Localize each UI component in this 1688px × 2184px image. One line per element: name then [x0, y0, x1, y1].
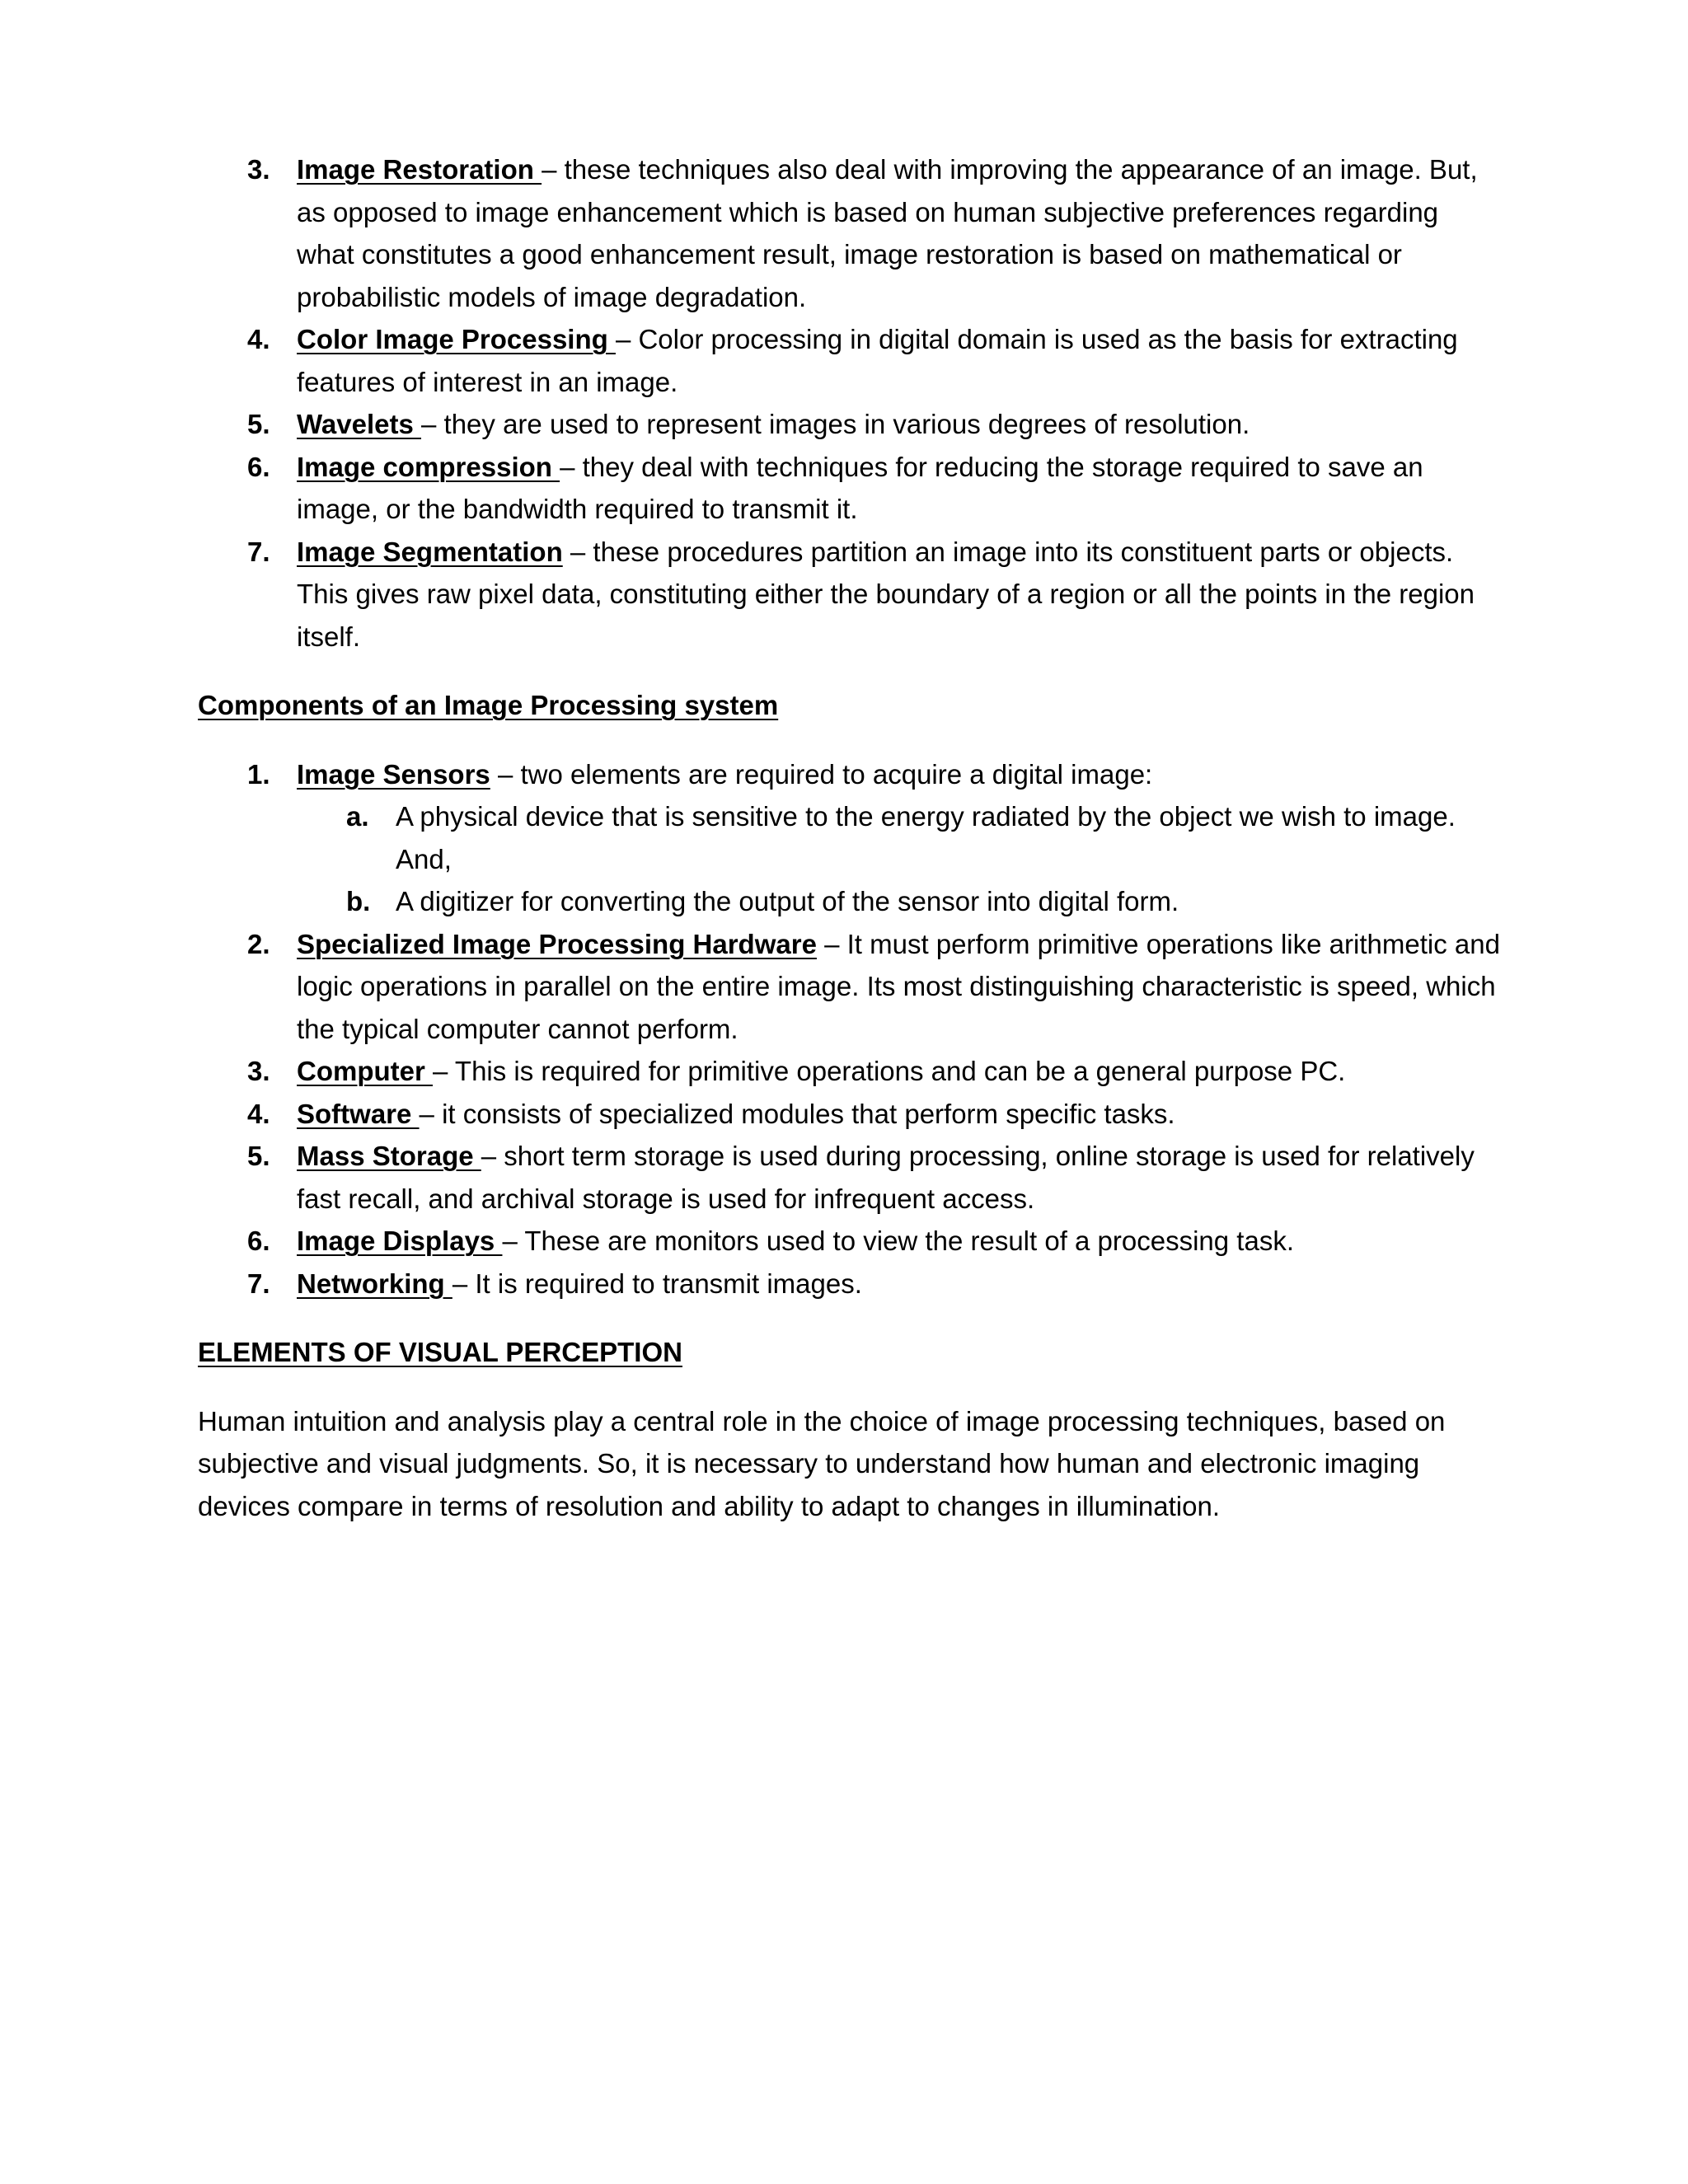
list-number: 3. [247, 154, 270, 185]
list-item-image-segmentation [198, 531, 1500, 658]
list-item-wavelets [198, 403, 1500, 446]
list-number: 7. [247, 536, 270, 567]
fundamental-steps-list [198, 148, 1500, 658]
sublist-item-physical-device [297, 795, 1500, 880]
page-content [198, 148, 1500, 1527]
term-image-segmentation: Image Segmentation [297, 536, 563, 567]
sublist-letter: a. [346, 801, 369, 832]
term-software: Software [297, 1098, 420, 1129]
list-item-color-image-processing [198, 318, 1500, 403]
term-specialized-hardware: Specialized Image Processing Hardware [297, 928, 817, 959]
list-number: 1. [247, 758, 270, 790]
term-networking: Networking [297, 1268, 452, 1299]
list-number: 6. [247, 1226, 270, 1256]
sublist-letter: b. [346, 886, 371, 916]
term-color-image-processing: Color Image Processing [297, 324, 616, 354]
term-computer: Computer [297, 1056, 433, 1086]
list-number: 5. [247, 409, 270, 439]
term-image-restoration: Image Restoration [297, 154, 542, 185]
list-item-specialized-hardware [198, 923, 1500, 1051]
sensor-sublist [297, 795, 1500, 923]
item-description: – It is required to transmit images. [452, 1268, 862, 1299]
sublist-item-digitizer [297, 880, 1500, 923]
list-item-image-sensors [198, 753, 1500, 923]
list-number: 4. [247, 324, 270, 354]
item-description: – it consists of specialized modules that perform specific tasks. [419, 1098, 1175, 1129]
list-item-image-restoration [198, 148, 1500, 318]
list-item-computer [198, 1050, 1500, 1093]
item-description: – these procedures partition an image into its constituent parts or objects. This gives raw pixel data, constituting either the boundary of a region or all the points in the region itself. [297, 536, 1475, 652]
list-item-image-displays [198, 1220, 1500, 1263]
list-number: 7. [247, 1268, 270, 1299]
list-item-mass-storage [198, 1135, 1500, 1220]
item-description: – they deal with techniques for reducing the storage required to save an image, or the bandwidth required to transmit it. [297, 451, 1423, 524]
term-image-displays: Image Displays [297, 1226, 503, 1256]
term-image-sensors: Image Sensors [297, 758, 490, 790]
item-description: – These are monitors used to view the result of a processing task. [502, 1226, 1294, 1256]
item-description: – these techniques also deal with improving the appearance of an image. But, as opposed to image enhancement which is based on human subjective preferences regarding what constitutes a good enhancement result, image restoration is based on mathematical or probabilistic models of image degradation. [297, 154, 1478, 312]
item-description: – two elements are required to acquire a digital image: [490, 758, 1153, 790]
list-number: 6. [247, 451, 270, 482]
list-item-software [198, 1093, 1500, 1136]
term-mass-storage: Mass Storage [297, 1141, 481, 1171]
section-heading-visual-perception: ELEMENTS OF VISUAL PERCEPTION [198, 1337, 682, 1367]
list-item-image-compression [198, 446, 1500, 531]
item-description: – It must perform primitive operations like arithmetic and logic operations in parallel on the entire image. Its most distinguishing characteristic is speed, which the typical computer cannot perform. [297, 928, 1500, 1044]
list-item-networking [198, 1263, 1500, 1305]
item-description: – Color processing in digital domain is used as the basis for extracting features of interest in an image. [297, 324, 1458, 397]
item-description: – short term storage is used during processing, online storage is used for relatively fast recall, and archival storage is used for infrequent access. [297, 1141, 1475, 1214]
list-number: 4. [247, 1098, 270, 1129]
section-heading-components: Components of an Image Processing system [198, 690, 779, 720]
components-list [198, 753, 1500, 1305]
list-number: 3. [247, 1056, 270, 1086]
item-description: – they are used to represent images in various degrees of resolution. [421, 409, 1250, 439]
item-description: – This is required for primitive operations and can be a general purpose PC. [433, 1056, 1346, 1086]
term-wavelets: Wavelets [297, 409, 422, 439]
sublist-text: A physical device that is sensitive to the energy radiated by the object we wish to image. And, [396, 801, 1456, 874]
list-number: 2. [247, 928, 270, 959]
sublist-text: A digitizer for converting the output of the sensor into digital form. [396, 886, 1179, 916]
term-image-compression: Image compression [297, 451, 560, 482]
visual-perception-paragraph: Human intuition and analysis play a central role in the choice of image processing techniques, based on subjective and visual judgments. So, it is necessary to understand how human and electronic imaging devices compare in terms of resolution and ability to adapt to changes in illumination. [198, 1405, 1446, 1521]
list-number: 5. [247, 1141, 270, 1171]
